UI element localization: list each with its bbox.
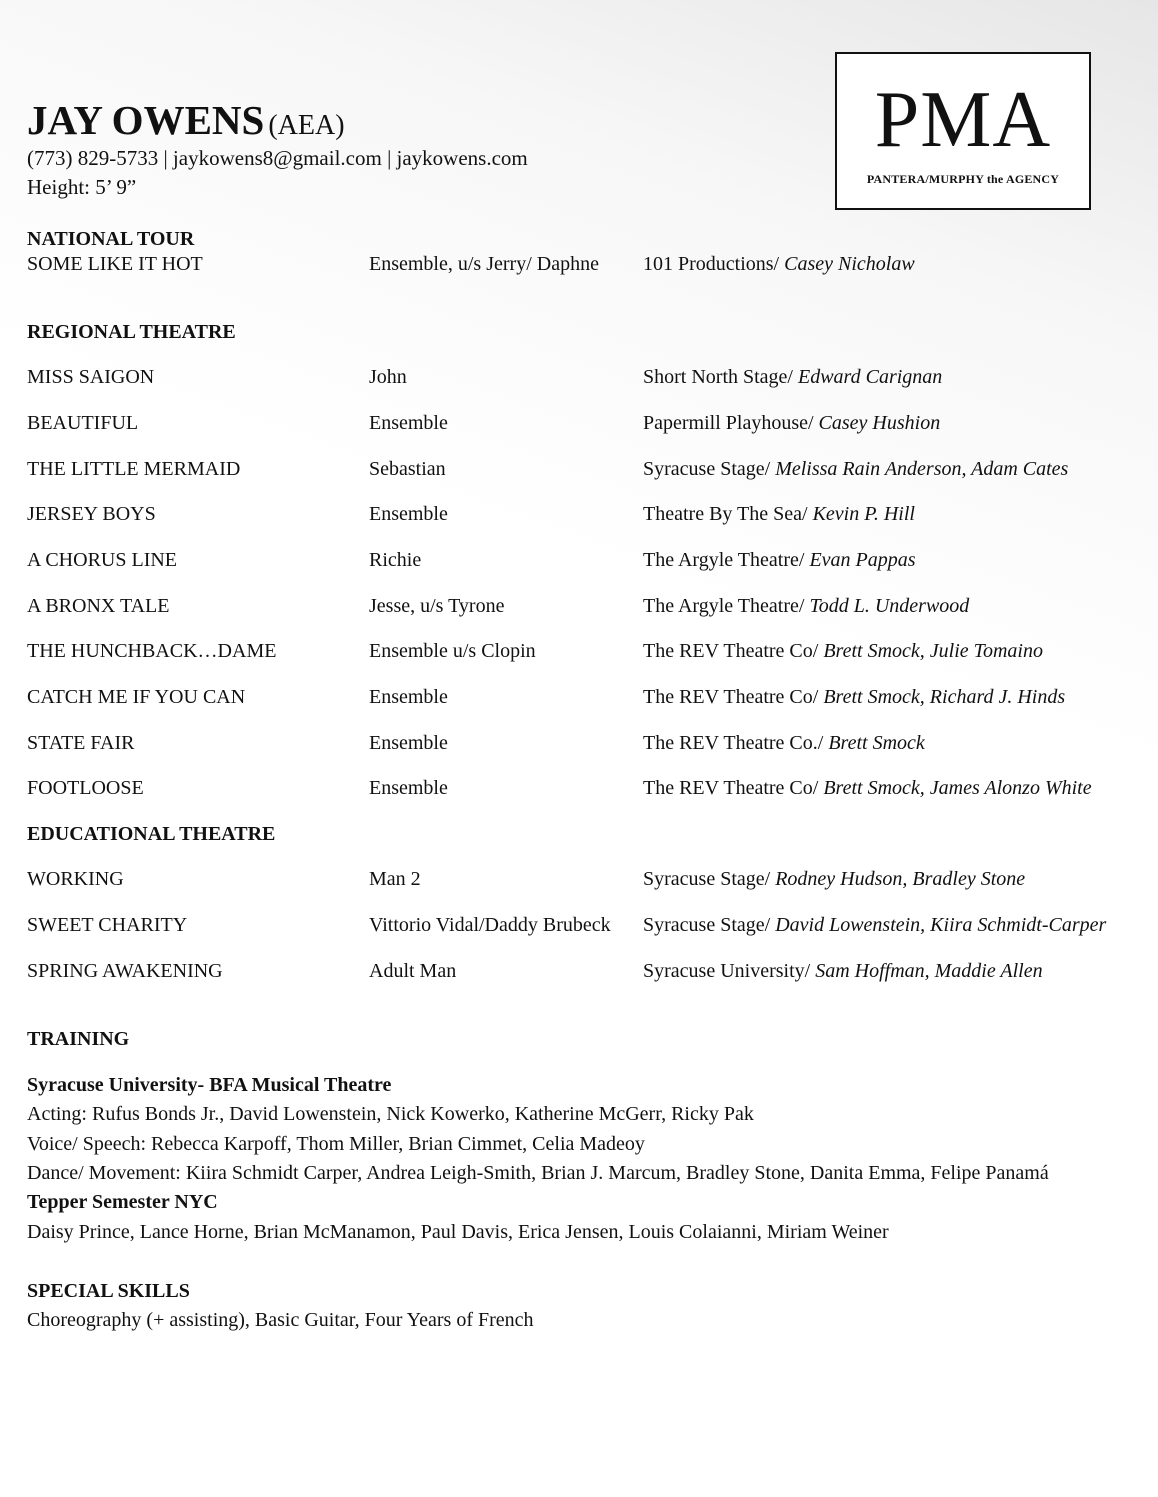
role: Ensemble (369, 732, 448, 754)
credit-row (0, 458, 1158, 486)
venue: Papermill Playhouse/ Casey Hushion (643, 412, 941, 434)
credit-row (0, 503, 1158, 531)
director: Casey Hushion (818, 412, 941, 434)
director: Melissa Rain Anderson, Adam Cates (775, 458, 1069, 480)
show-title: THE LITTLE MERMAID (27, 458, 241, 480)
role: Ensemble (369, 503, 448, 525)
credit-row (0, 777, 1158, 805)
agency-logo-mark: PMA (874, 76, 1052, 164)
role: Sebastian (369, 458, 446, 480)
special-skills-text: Choreography (+ assisting), Basic Guitar, Four Years of French (27, 1309, 534, 1331)
role: Ensemble u/s Clopin (369, 640, 536, 662)
venue: Syracuse Stage/ Rodney Hudson, Bradley Stone (643, 868, 1026, 890)
training-semester: Tepper Semester NYC (27, 1191, 218, 1213)
show-title: A BRONX TALE (27, 595, 170, 617)
credit-row (0, 412, 1158, 440)
training-school: Syracuse University- BFA Musical Theatre (27, 1074, 392, 1096)
director: Rodney Hudson, Bradley Stone (775, 868, 1026, 890)
section-educational-theatre: EDUCATIONAL THEATRE (27, 823, 276, 845)
section-regional-theatre: REGIONAL THEATRE (27, 321, 236, 343)
director: Brett Smock (828, 732, 925, 754)
credit-row (0, 732, 1158, 760)
venue: Syracuse Stage/ Melissa Rain Anderson, Adam Cates (643, 458, 1069, 480)
show-title: SOME LIKE IT HOT (27, 253, 203, 275)
venue: The REV Theatre Co/ Brett Smock, James Alonzo White (643, 777, 1092, 799)
role: John (369, 366, 407, 388)
venue: Short North Stage/ Edward Carignan (643, 366, 943, 388)
role: Vittorio Vidal/Daddy Brubeck (369, 914, 611, 936)
venue: The REV Theatre Co/ Brett Smock, Richard J. Hinds (643, 686, 1066, 708)
show-title: SPRING AWAKENING (27, 960, 223, 982)
show-title: JERSEY BOYS (27, 503, 156, 525)
show-title: SWEET CHARITY (27, 914, 188, 936)
show-title: FOOTLOOSE (27, 777, 144, 799)
director: Brett Smock, Julie Tomaino (823, 640, 1043, 662)
venue: The REV Theatre Co/ Brett Smock, Julie Tomaino (643, 640, 1043, 662)
role: Richie (369, 549, 422, 571)
venue: Syracuse Stage/ David Lowenstein, Kiira Schmidt-Carper (643, 914, 1107, 936)
venue: The REV Theatre Co./ Brett Smock (643, 732, 925, 754)
name-line (27, 96, 345, 144)
credit-row (0, 549, 1158, 577)
director: Todd L. Underwood (809, 595, 970, 617)
contact-info: (773) 829-5733 | jaykowens8@gmail.com | jaykowens.com (27, 146, 528, 170)
credit-row (0, 595, 1158, 623)
training-voice: Voice/ Speech: Rebecca Karpoff, Thom Miller, Brian Cimmet, Celia Madeoy (27, 1133, 645, 1155)
venue: 101 Productions/ Casey Nicholaw (643, 253, 915, 275)
director: Edward Carignan (798, 366, 943, 388)
director: Brett Smock, Richard J. Hinds (823, 686, 1066, 708)
union-affiliation: (AEA) (268, 110, 345, 141)
role: Ensemble (369, 777, 448, 799)
role: Adult Man (369, 960, 457, 982)
credit-row (0, 686, 1158, 714)
credit-row (0, 253, 1158, 281)
show-title: CATCH ME IF YOU CAN (27, 686, 246, 708)
venue: The Argyle Theatre/ Todd L. Underwood (643, 595, 970, 617)
role: Jesse, u/s Tyrone (369, 595, 505, 617)
director: Evan Pappas (809, 549, 916, 571)
venue: The Argyle Theatre/ Evan Pappas (643, 549, 916, 571)
director: Brett Smock, James Alonzo White (823, 777, 1092, 799)
role: Ensemble (369, 412, 448, 434)
show-title: A CHORUS LINE (27, 549, 178, 571)
agency-name: PANTERA/MURPHY the AGENCY (866, 172, 1060, 186)
role: Man 2 (369, 868, 421, 890)
show-title: WORKING (27, 868, 124, 890)
role: Ensemble (369, 686, 448, 708)
director: Casey Nicholaw (784, 253, 915, 275)
show-title: THE HUNCHBACK…DAME (27, 640, 277, 662)
credit-row (0, 960, 1158, 988)
director: Sam Hoffman, Maddie Allen (815, 960, 1043, 982)
show-title: BEAUTIFUL (27, 412, 139, 434)
section-training: TRAINING (27, 1028, 130, 1050)
venue: Syracuse University/ Sam Hoffman, Maddie Allen (643, 960, 1043, 982)
training-semester-teachers: Daisy Prince, Lance Horne, Brian McManamon, Paul Davis, Erica Jensen, Louis Colaianni, Miriam Weiner (27, 1221, 889, 1243)
venue: Theatre By The Sea/ Kevin P. Hill (643, 503, 915, 525)
section-special-skills: SPECIAL SKILLS (27, 1280, 190, 1302)
training-acting: Acting: Rufus Bonds Jr., David Lowenstein, Nick Kowerko, Katherine McGerr, Ricky Pak (27, 1103, 754, 1125)
training-dance: Dance/ Movement: Kiira Schmidt Carper, Andrea Leigh-Smith, Brian J. Marcum, Bradley Stone, Danita Emma, Felipe Panamá (27, 1162, 1049, 1184)
show-title: MISS SAIGON (27, 366, 155, 388)
show-title: STATE FAIR (27, 732, 135, 754)
role: Ensemble, u/s Jerry/ Daphne (369, 253, 599, 275)
director: David Lowenstein, Kiira Schmidt-Carper (775, 914, 1107, 936)
credit-row (0, 366, 1158, 394)
agency-logo (835, 52, 1091, 210)
credit-row (0, 868, 1158, 896)
director: Kevin P. Hill (812, 503, 915, 525)
actor-name: JAY OWENS (27, 97, 265, 143)
credit-row (0, 914, 1158, 942)
section-national-tour: NATIONAL TOUR (27, 228, 195, 250)
credit-row (0, 640, 1158, 668)
height-info: Height: 5’ 9” (27, 175, 137, 199)
